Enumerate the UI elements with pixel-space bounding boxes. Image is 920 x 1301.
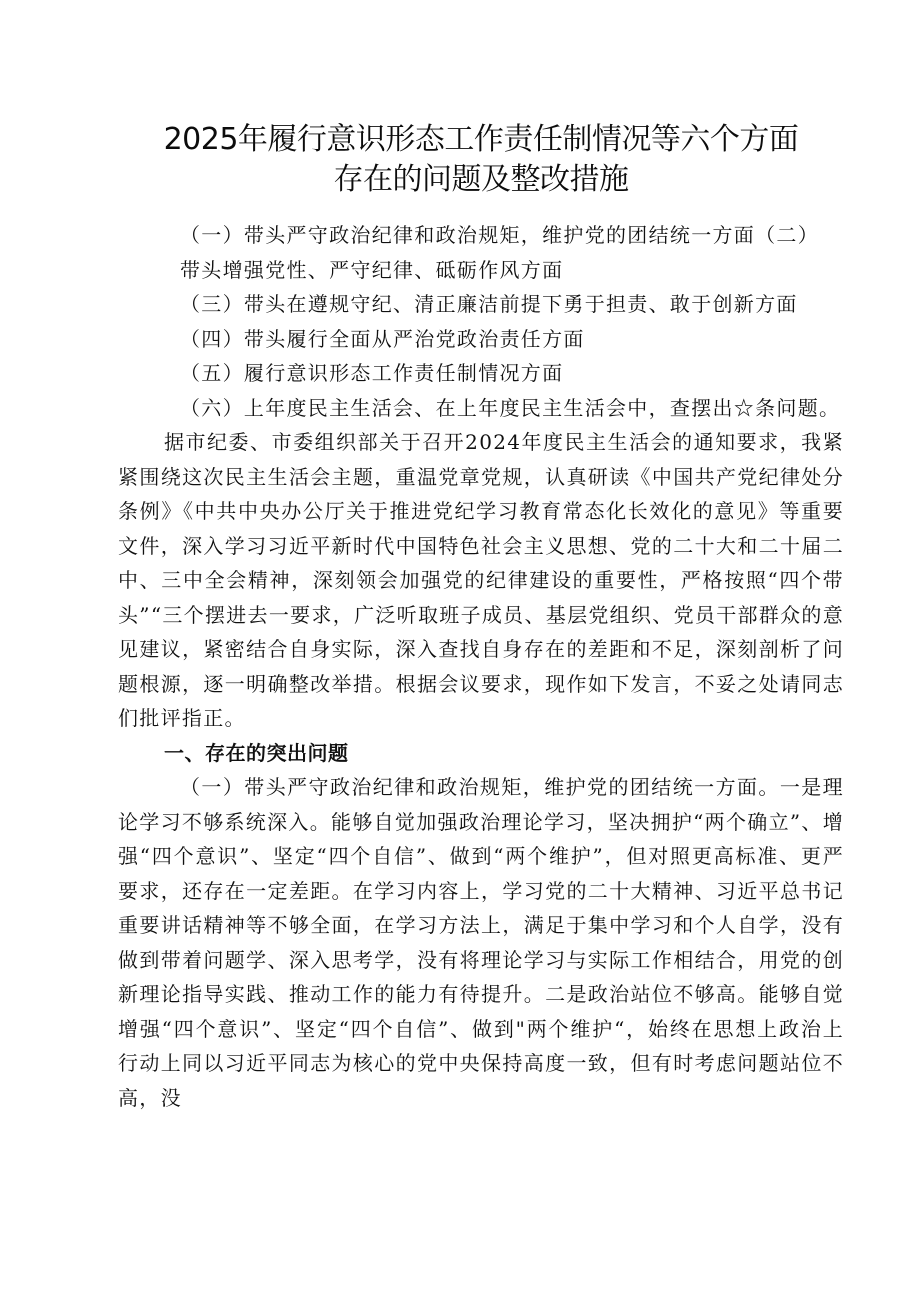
section-paragraph: （一）带头严守政治纪律和政治规矩，维护党的团结统一方面。一是理论学习不够系统深入。能够自觉加强政治理论学习，坚决拥护“两个确立”、增强“四个意识”、坚定“四个自信”、做到“两个维护”，但对照更高标准、更严要求，还存在一定差距。在学习内容上，学习党的二十大精神、习近平总书记重要讲话精神等不够全面，在学习方法上，满足于集中学习和个人自学，没有做到带着问题学、深入思考学，没有将理论学习与实际工作相结合，用党的创新理论指导实践、推动工作的能力有待提升。二是政治站位不够高。能够自觉增强“四个意识”、坚定“四个自信”、做到"两个维护“，始终在思想上政治上行动上同以习近平同志为核心的党中央保持高度一致，但有时考虑问题站位不高，没	[118, 775, 844, 1110]
outline-item-3: （三）带头在遵规守纪、清正廉洁前提下勇于担责、敢于创新方面	[180, 292, 798, 316]
title-line-1: 2025年履行意识形态工作责任制情况等六个方面	[163, 122, 799, 157]
title-line-2: 存在的问题及整改措施	[333, 162, 629, 197]
outline-item-4: （四）带头履行全面从严治党政治责任方面	[180, 326, 585, 351]
outline-item-1: （一）带头严守政治纪律和政治规矩，维护党的团结统一方面（二）	[180, 223, 819, 247]
outline-item-5: （五）履行意识形态工作责任制情况方面	[180, 361, 564, 385]
document-title	[118, 120, 844, 200]
section-heading: 一、存在的突出问题	[164, 740, 349, 765]
outline-list	[118, 218, 844, 425]
outline-item-6: （六）上年度民主生活会、在上年度民主生活会中，查摆出☆条问题。	[180, 395, 841, 420]
document-page	[118, 120, 844, 1115]
document-body	[118, 425, 844, 1115]
intro-paragraph: 据市纪委、市委组织部关于召开2024年度民主生活会的通知要求，我紧紧围绕这次民主生活会主题，重温党章党规，认真研读《中国共产党纪律处分条例》《中共中央办公厅关于推进党纪学习教育常态化长效化的意见》等重要文件，深入学习习近平新时代中国特色社会主义思想、党的二十大和二十届二中、三中全会精神，深刻领会加强党的纪律建设的重要性，严格按照“四个带头”“三个摆进去一要求，广泛听取班子成员、基层党组织、党员干部群众的意见建议，紧密结合自身实际，深入查找自身存在的差距和不足，深刻剖析了问题根源，逐一明确整改举措。根据会议要求，现作如下发言，不妥之处请同志们批评指正。	[118, 430, 844, 730]
outline-item-1-continued: 带头增强党性、严守纪律、砥砺作风方面	[180, 257, 564, 282]
